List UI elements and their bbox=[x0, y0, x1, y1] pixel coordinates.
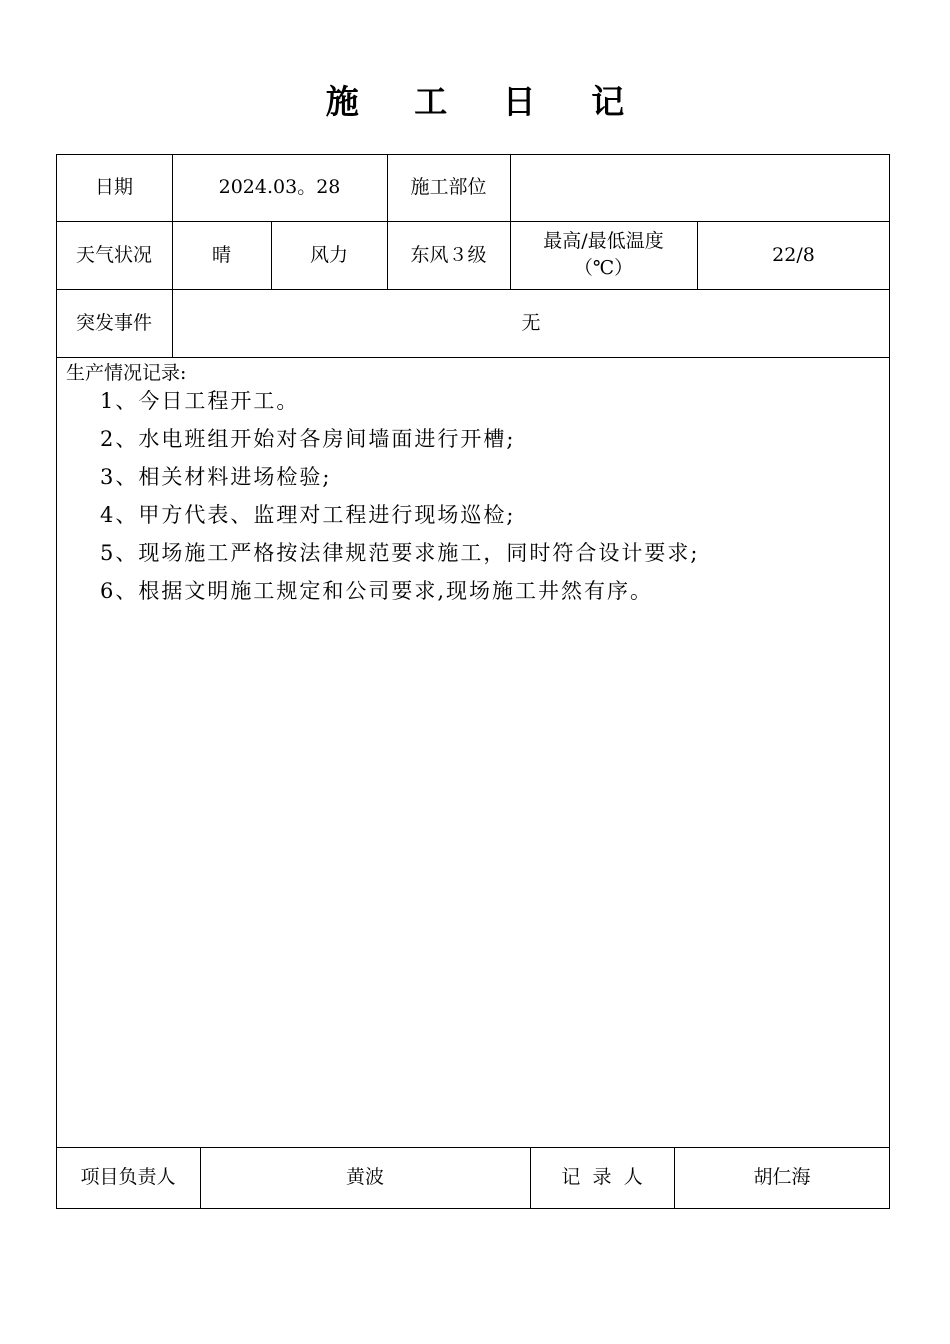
temperature-value: 22/8 bbox=[772, 243, 815, 266]
recorder-label: 记 录 人 bbox=[561, 1166, 643, 1189]
record-list bbox=[100, 384, 699, 612]
date-label: 日期 bbox=[94, 176, 133, 199]
wind-label: 风力 bbox=[309, 243, 348, 266]
location-label: 施工部位 bbox=[410, 176, 487, 199]
record-item: 4、甲方代表、监理对工程进行现场巡检; bbox=[100, 503, 516, 527]
record-item: 3、相关材料进场检验; bbox=[100, 465, 332, 489]
record-label: 生产情况记录: bbox=[66, 362, 187, 384]
temperature-label-line2: （℃） bbox=[573, 257, 634, 279]
record-item: 2、水电班组开始对各房间墙面进行开槽; bbox=[100, 427, 516, 451]
temperature-label bbox=[510, 221, 697, 289]
incident-value: 无 bbox=[521, 311, 541, 334]
recorder-value: 胡仁海 bbox=[753, 1166, 811, 1189]
wind-value: 东风３级 bbox=[410, 243, 487, 266]
location-value bbox=[510, 154, 890, 221]
record-item: 5、现场施工严格按法律规范要求施工，同时符合设计要求; bbox=[100, 541, 700, 565]
row-divider bbox=[56, 357, 890, 358]
manager-value: 黄波 bbox=[345, 1166, 384, 1189]
document-title: 施 工 日 记 bbox=[325, 82, 647, 121]
temperature-label-line1: 最高/最低温度 bbox=[543, 230, 664, 253]
weather-value: 晴 bbox=[211, 243, 231, 266]
weather-label: 天气状况 bbox=[75, 243, 152, 266]
record-item: 6、根据文明施工规定和公司要求,现场施工井然有序。 bbox=[100, 579, 654, 603]
record-item: 1、今日工程开工。 bbox=[100, 389, 300, 413]
date-value: 2024.03。28 bbox=[218, 176, 341, 199]
incident-label: 突发事件 bbox=[75, 311, 152, 334]
manager-label: 项目负责人 bbox=[80, 1166, 176, 1189]
